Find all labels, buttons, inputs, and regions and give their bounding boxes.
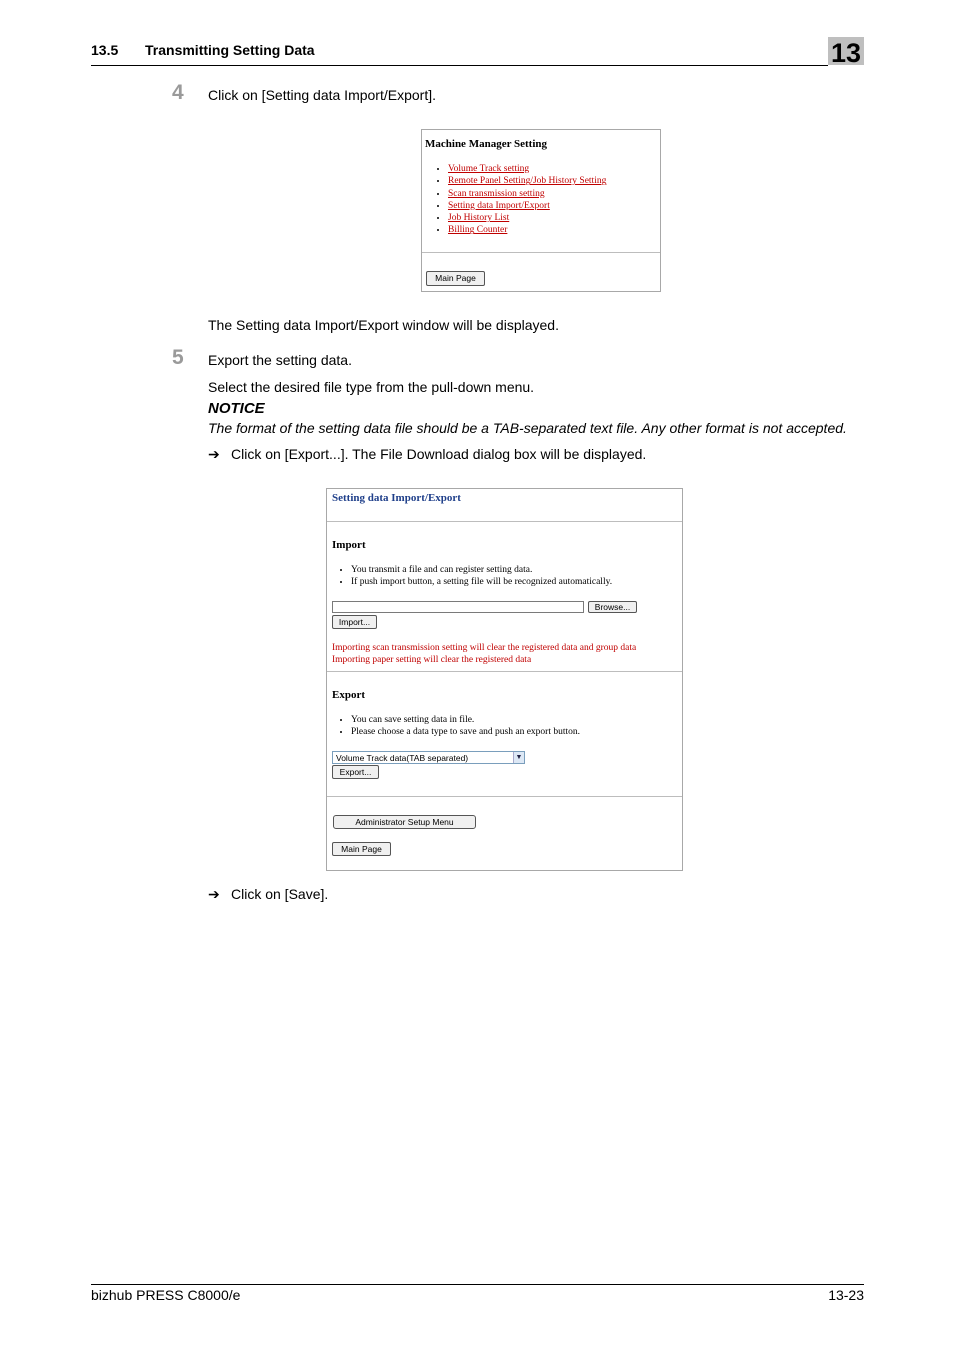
import-heading: Import [332, 539, 366, 551]
list-item [448, 200, 668, 212]
action-1-text: Click on [Export...]. The File Download dialog box will be displayed. [231, 446, 647, 462]
list-item [448, 188, 668, 200]
header-rule [91, 65, 828, 66]
list-item: • If push import button, a setting file will be recognized automatically. [351, 576, 691, 588]
step-5-instruction: Export the setting data. [208, 352, 352, 368]
action-2-text: Click on [Save]. [231, 886, 329, 902]
import-warning-1: Importing scan transmission setting will clear the registered data and group data [332, 643, 637, 653]
import-export-title: Setting data Import/Export [332, 492, 461, 504]
section-number: 13.5 [91, 42, 119, 58]
panel-divider [422, 252, 660, 253]
machine-manager-title: Machine Manager Setting [425, 138, 548, 150]
notice-text: The format of the setting data file should be a TAB-separated text file. Any other format is not accepted. [208, 420, 847, 436]
panel-divider [327, 796, 682, 797]
step-5-number: 5 [172, 346, 184, 369]
footer-product: bizhub PRESS C8000/e [91, 1287, 241, 1303]
link-job-history-list[interactable]: Job History List [448, 213, 510, 224]
step-5-sub-instruction: Select the desired file type from the pull-down menu. [208, 379, 535, 395]
import-button[interactable]: Import... [332, 615, 377, 629]
list-item: • Please choose a data type to save and push an export button. [351, 726, 691, 738]
data-type-select[interactable] [332, 751, 525, 764]
import-bullet-list [333, 564, 691, 589]
administrator-setup-menu-button[interactable]: Administrator Setup Menu [333, 815, 476, 829]
import-export-screenshot [326, 488, 683, 871]
list-item [448, 212, 668, 224]
step-4-number: 4 [172, 81, 184, 104]
machine-manager-link-list [430, 163, 668, 237]
list-item [448, 163, 668, 175]
list-item [448, 175, 668, 187]
list-item: • You transmit a file and can register setting data. [351, 564, 691, 576]
import-warning-2: Importing paper setting will clear the registered data [332, 655, 532, 665]
step-4-result: The Setting data Import/Export window will be displayed. [208, 317, 559, 333]
link-scan-transmission-setting[interactable]: Scan transmission setting [448, 188, 545, 199]
export-button[interactable]: Export... [332, 765, 379, 779]
link-remote-panel-setting[interactable]: Remote Panel Setting/Job History Setting [448, 176, 607, 187]
chevron-down-icon[interactable]: ▼ [513, 752, 524, 763]
chapter-number: 13 [828, 37, 864, 65]
panel-divider [327, 671, 682, 672]
arrow-icon: ➔ [208, 446, 220, 462]
step-5-action-2 [208, 886, 328, 903]
section-header [91, 42, 315, 58]
list-item [448, 224, 668, 236]
notice-title: NOTICE [208, 400, 265, 417]
arrow-icon: ➔ [208, 886, 220, 902]
list-item: • You can save setting data in file. [351, 714, 691, 726]
export-bullet-list [333, 714, 691, 739]
footer-rule [91, 1284, 864, 1285]
link-setting-data-import-export[interactable]: Setting data Import/Export [448, 200, 550, 211]
browse-button[interactable]: Browse... [588, 601, 637, 613]
file-path-input[interactable] [332, 601, 584, 613]
footer-page-number: 13-23 [828, 1287, 864, 1303]
step-5-action-1 [208, 446, 646, 463]
data-type-selected-value: Volume Track data(TAB separated) [336, 753, 469, 763]
section-title: Transmitting Setting Data [145, 42, 315, 58]
main-page-button[interactable]: Main Page [426, 271, 485, 286]
link-volume-track-setting[interactable]: Volume Track setting [448, 164, 530, 174]
main-page-button[interactable]: Main Page [332, 842, 391, 856]
step-4-instruction: Click on [Setting data Import/Export]. [208, 87, 436, 103]
link-billing-counter[interactable]: Billing Counter [448, 225, 508, 236]
panel-divider [327, 521, 682, 522]
machine-manager-screenshot [421, 129, 661, 292]
export-heading: Export [332, 689, 365, 701]
